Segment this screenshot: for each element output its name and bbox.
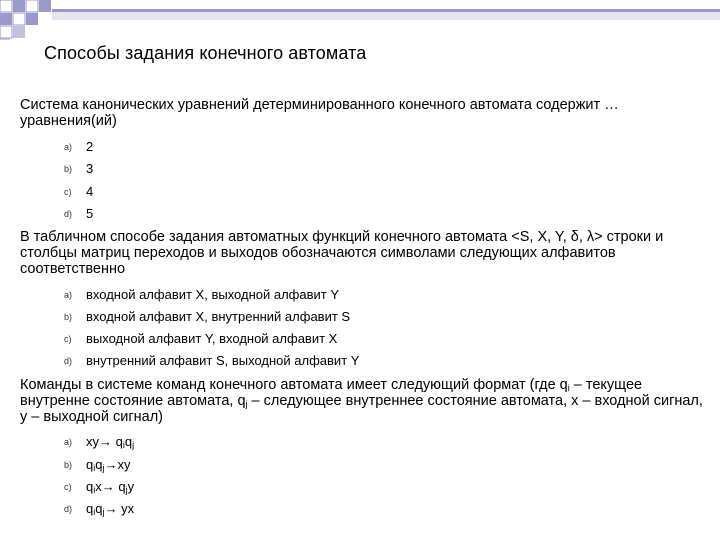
question-3-text: Команды в системе команд конечного автомата имеет следующий формат (где $q_i$ – текущее внутренне состояние автомата, $q_j$ – следующее внутреннее состояние автомата, x – входной сигнал, y – выходной сигнал) (20, 377, 703, 425)
q2-option-b[interactable] (64, 309, 350, 325)
q2-option-c[interactable] (64, 331, 337, 347)
option-text: входной алфавит X, выходной алфавит Y (86, 287, 340, 302)
option-text: $q_ix\to q_jy$ (86, 479, 135, 495)
q3-option-c[interactable] (64, 479, 134, 495)
option-marker: d) (64, 356, 73, 366)
q3-option-b[interactable] (64, 457, 130, 473)
q3-option-a[interactable] (64, 434, 134, 450)
option-text: внутренний алфавит S, выходной алфавит Y (86, 353, 360, 368)
option-text: $xy\to q_iq_j$ (86, 434, 135, 450)
question-2-text: В табличном способе задания автоматных функций конечного автомата <S, X, Y, δ, λ> строки и столбцы матриц переходов и выходов обозначаются символами следующих алфавитов соответственно (20, 229, 664, 277)
option-text: 2 (86, 139, 94, 154)
option-text: $q_iq_j\to$ yx (86, 501, 135, 517)
option-marker: d) (64, 209, 73, 219)
q2-option-d[interactable] (64, 353, 359, 369)
option-marker: a) (64, 142, 73, 152)
option-text: $q_iq_j\to xy$ (86, 457, 131, 473)
q2-option-a[interactable] (64, 287, 339, 303)
q1-option-c[interactable] (64, 184, 93, 200)
slide-title: Способы задания конечного автомата (44, 43, 367, 63)
q1-option-a[interactable] (64, 139, 93, 155)
option-marker: c) (64, 334, 72, 344)
question-1-text: Система канонических уравнений детерминированного конечного автомата содержит … уравнения(ий) (20, 97, 619, 129)
option-marker: b) (64, 164, 73, 174)
option-marker: a) (64, 290, 73, 300)
option-marker: b) (64, 312, 73, 322)
option-text: выходной алфавит Y, входной алфавит X (86, 331, 338, 346)
q1-option-b[interactable] (64, 161, 93, 177)
q3-option-d[interactable] (64, 501, 134, 517)
option-text: 3 (86, 161, 94, 176)
option-marker: b) (64, 460, 73, 470)
option-text: 5 (86, 206, 94, 221)
option-text: 4 (86, 184, 94, 199)
q1-option-d[interactable] (64, 206, 93, 222)
option-marker: c) (64, 187, 72, 197)
option-marker: c) (64, 482, 72, 492)
header-decoration (0, 0, 720, 40)
option-marker: a) (64, 437, 73, 447)
option-marker: d) (64, 504, 73, 514)
option-text: входной алфавит X, внутренний алфавит S (86, 309, 351, 324)
